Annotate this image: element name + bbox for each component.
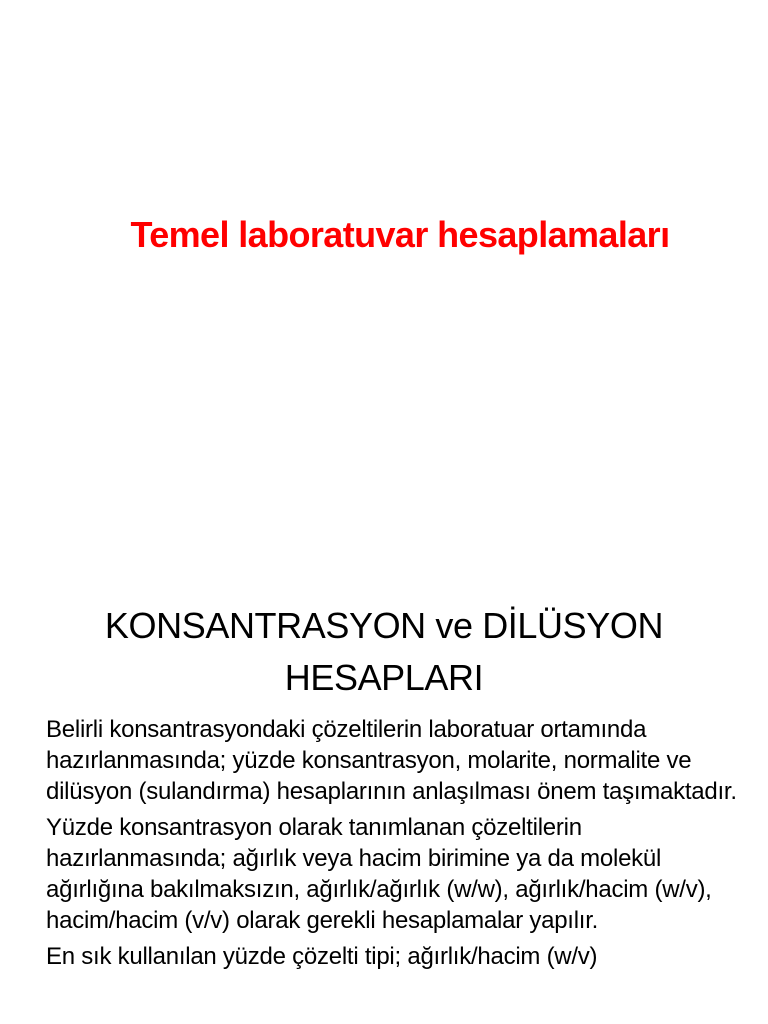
section-heading-line-1: KONSANTRASYON ve DİLÜSYON [104, 605, 664, 646]
body-text [46, 714, 758, 977]
section-heading-line-2: HESAPLARI [284, 657, 484, 698]
slide-title: Temel laboratuvar hesaplamaları [130, 214, 670, 255]
paragraph: Belirli konsantrasyondaki çözeltilerin laboratuar ortamında hazırlanmasında; yüzde konsantrasyon, molarite, normalite ve dilüsyon (sulandırma) hesaplarının anlaşılması önem taşımaktadır. [46, 716, 737, 805]
content-slide [0, 576, 768, 1024]
paragraph: En sık kullanılan yüzde çözelti tipi; ağırlık/hacim (w/v) [46, 943, 598, 970]
section-heading [0, 600, 768, 704]
paragraph: Yüzde konsantrasyon olarak tanımlanan çözeltilerin hazırlanmasında; ağırlık veya hacim birimine ya da molekül ağırlığına bakılmaksızın, ağırlık/ağırlık (w/w), ağırlık/hacim (w/v), hacim/hacim (v/v) olarak gerekli hesaplamalar yapılır. [46, 814, 712, 934]
